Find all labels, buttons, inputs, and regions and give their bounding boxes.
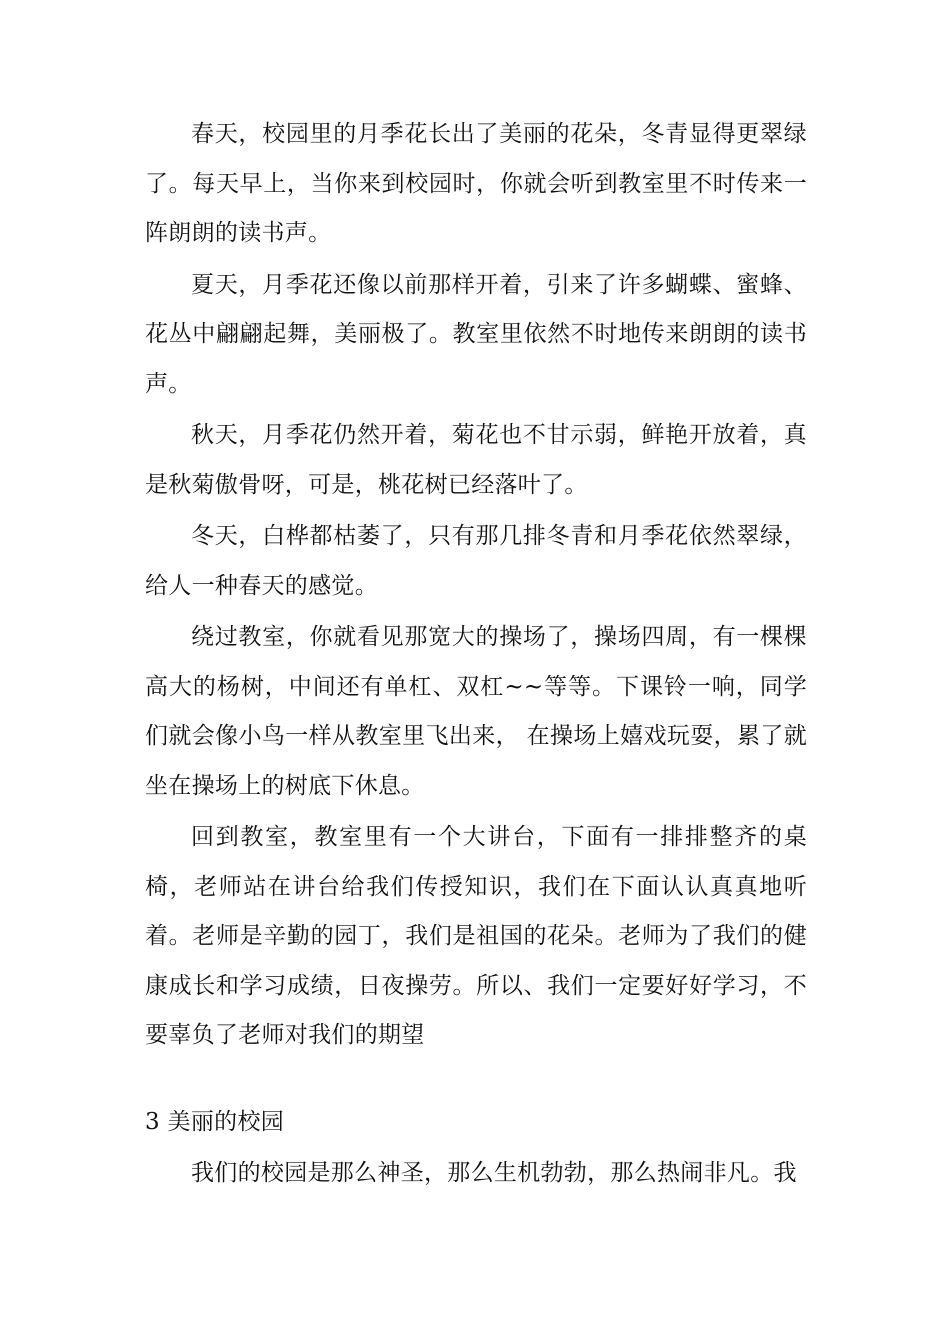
- paragraph-intro: 我们的校园是那么神圣，那么生机勃勃，那么热闹非凡。我: [191, 1160, 797, 1186]
- paragraph-classroom: 回到教室，教室里有一个大讲台，下面有一排排整齐的桌椅，老师站在讲台给我们传授知识，我们在下面认认真真地听着。老师是辛勤的园丁，我们是祖国的花朵。老师为了我们的健康成长和学习成绩，日夜操劳。所以、我们一定要好好学习，不要辜负了老师对我们的期望: [145, 824, 807, 1048]
- paragraph-playground: 绕过教室，你就看见那宽大的操场了，操场四周，有一棵棵高大的杨树，中间还有单杠、双杠~~等等。下课铃一响，同学们就会像小鸟一样从教室里飞出来， 在操场上嬉戏玩耍，累了就坐在操场上的树底下休息。: [145, 624, 807, 799]
- paragraph-spring: 春天，校园里的月季花长出了美丽的花朵，冬青显得更翠绿了。每天早上，当你来到校园时，你就会听到教室里不时传来一阵朗朗的读书声。: [145, 121, 807, 246]
- section-heading: 3 美丽的校园: [145, 1108, 285, 1135]
- paragraph-autumn: 秋天，月季花仍然开着，菊花也不甘示弱，鲜艳开放着，真是秋菊傲骨呀，可是，桃花树已经落叶了。: [145, 422, 807, 498]
- paragraph-winter: 冬天，白桦都枯萎了，只有那几排冬青和月季花依然翠绿，给人一种春天的感觉。: [145, 523, 807, 599]
- document-page: [145, 110, 807, 1201]
- paragraph-summer: 夏天，月季花还像以前那样开着，引来了许多蝴蝶、蜜蜂、花丛中翩翩起舞，美丽极了。教室里依然不时地传来朗朗的读书声。: [145, 271, 807, 397]
